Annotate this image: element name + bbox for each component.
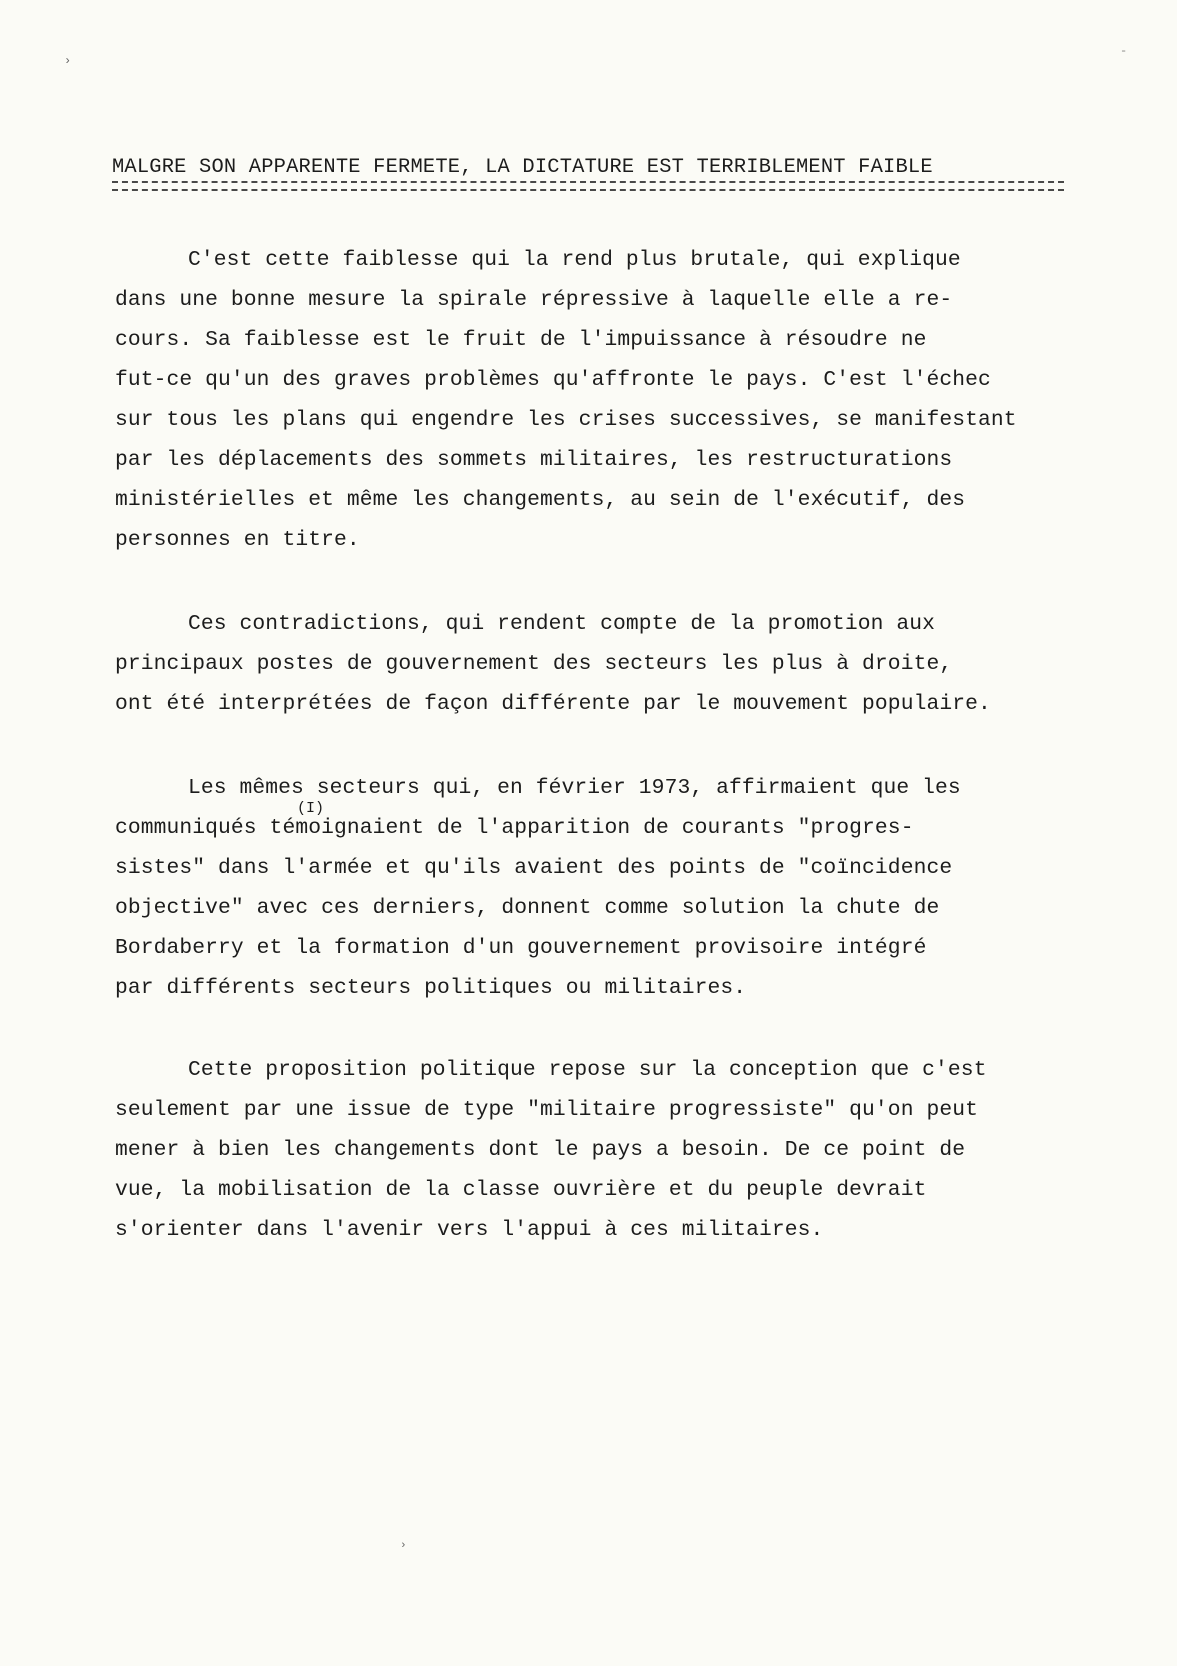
paragraph-line: par différents secteurs politiques ou militaires.: [115, 976, 747, 1000]
paragraph-line: fut-ce qu'un des graves problèmes qu'affronte le pays. C'est l'échec: [115, 368, 991, 392]
paragraph-line: sur tous les plans qui engendre les crises successives, se manifestant: [115, 408, 1017, 432]
paragraph-line: mener à bien les changements dont le pays a besoin. De ce point de: [115, 1138, 966, 1162]
paragraph-2: [115, 604, 991, 724]
title-double-underline: [112, 181, 1064, 191]
paragraph-line: C'est cette faiblesse qui la rend plus brutale, qui explique: [188, 248, 961, 272]
paragraph-line: personnes en titre.: [115, 528, 360, 552]
paragraph-line: seulement par une issue de type "militaire progressiste" qu'on peut: [115, 1098, 978, 1122]
paragraph-4: [115, 1050, 987, 1250]
paragraph-line: vue, la mobilisation de la classe ouvrière et du peuple devrait: [115, 1178, 927, 1202]
paragraph-line: Bordaberry et la formation d'un gouvernement provisoire intégré: [115, 936, 927, 960]
paragraph-line: dans une bonne mesure la spirale répressive à laquelle elle a re-: [115, 288, 953, 312]
page-mark-top-right: -: [1120, 44, 1128, 58]
paragraph-line: s'orienter dans l'avenir vers l'appui à ces militaires.: [115, 1218, 824, 1242]
paragraph-line: par les déplacements des sommets militaires, les restructurations: [115, 448, 953, 472]
paragraph-line: Cette proposition politique repose sur la conception que c'est: [188, 1058, 987, 1082]
paragraph-line: sistes" dans l'armée et qu'ils avaient des points de "coïncidence: [115, 856, 953, 880]
paragraph-line: communiqués témoignaient de l'apparition de courants "progres-: [115, 816, 914, 840]
paragraph-3: [115, 768, 961, 1008]
paragraph-line: Ces contradictions, qui rendent compte de la promotion aux: [188, 612, 936, 636]
page-mark-top-left: ›: [64, 54, 72, 68]
paragraph-line: Les mêmes secteurs qui, en février 1973, affirmaient que les: [188, 776, 961, 800]
paragraph-line: cours. Sa faiblesse est le fruit de l'impuissance à résoudre ne: [115, 328, 927, 352]
footnote-reference: (I): [297, 800, 325, 817]
document-title: MALGRE SON APPARENTE FERMETE, LA DICTATURE EST TERRIBLEMENT FAIBLE: [112, 156, 933, 179]
paragraph-1: [115, 240, 1017, 560]
paragraph-line: objective" avec ces derniers, donnent comme solution la chute de: [115, 896, 940, 920]
paragraph-line: ministérielles et même les changements, au sein de l'exécutif, des: [115, 488, 966, 512]
paragraph-line: ont été interprétées de façon différente par le mouvement populaire.: [115, 692, 991, 716]
paragraph-line: principaux postes de gouvernement des secteurs les plus à droite,: [115, 652, 953, 676]
page-mark-bottom: ›: [400, 1540, 407, 1552]
